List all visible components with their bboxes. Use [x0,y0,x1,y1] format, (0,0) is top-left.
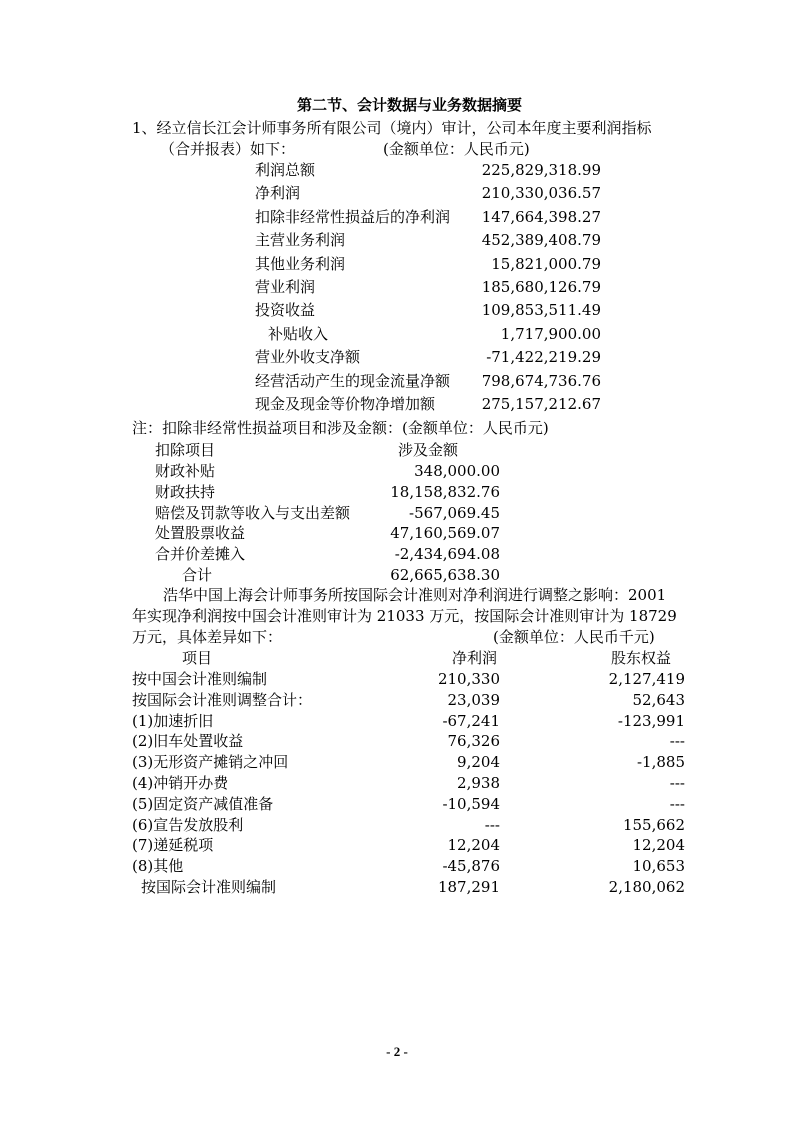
adj-row-equity: 2,127,419 [608,670,685,688]
adj-row-equity: 52,643 [632,690,685,709]
profit-item-label: 营业利润 [255,278,316,296]
adj-row-net-profit: -10,594 [442,794,500,813]
nonrecurring-item-label: 合并价差摊入 [155,545,246,564]
adj-row-equity: 10,653 [632,857,685,876]
adjustment-paragraph-line-3: 万元，具体差异如下： [132,628,283,646]
adj-row-label: (5)固定资产减值准备 [132,794,274,813]
profit-item-value: 798,674,736.76 [481,371,601,390]
adj-header-net-profit: 净利润 [452,649,498,667]
adj-row-label: (2)旧车处置收益 [132,732,244,751]
adj-row-net-profit: 187,291 [437,878,500,896]
nonrecurring-item-value: -567,069.45 [409,503,500,522]
intro-line-1: 1、经立信长江会计师事务所有限公司（境内）审计，公司本年度主要利润指标 [132,119,652,137]
adj-row-label: (8)其他 [132,857,184,876]
profit-item-value: 452,389,408.79 [481,231,601,250]
page-number: - 2 - [386,1044,408,1059]
adj-row-equity: --- [669,794,685,813]
profit-item-value: 225,829,318.99 [481,161,601,179]
nonrecurring-item-value: -2,434,694.08 [394,545,500,564]
profit-item-label: 现金及现金等价物净增加额 [255,395,436,413]
nonrecurring-item-value: 47,160,569.07 [390,524,500,543]
adj-row-label: 按国际会计准则调整合计： [132,690,313,709]
nonrecurring-item-label: 财政补贴 [155,462,216,480]
adj-row-equity: --- [669,732,685,751]
nonrecurring-item-label: 赔偿及罚款等收入与支出差额 [155,503,351,522]
nonrecurring-item-value: 18,158,832.76 [390,482,500,501]
adj-row-net-profit: 9,204 [457,753,500,772]
adj-row-label: (1)加速折旧 [132,711,214,730]
adj-row-net-profit: -67,241 [442,711,500,730]
adj-row-net-profit: 2,938 [457,774,500,792]
adj-row-equity: 12,204 [632,836,685,855]
profit-item-label: 主营业务利润 [255,231,346,250]
nonrecurring-item-value: 348,000.00 [414,462,500,480]
adj-row-label: 按国际会计准则编制 [141,878,277,896]
adj-row-equity: --- [669,774,685,792]
adj-row-net-profit: -45,876 [442,857,500,876]
profit-item-label: 补贴收入 [268,324,329,343]
adj-row-equity: -123,991 [617,711,685,730]
nonrecurring-header-item: 扣除项目 [155,441,216,459]
adj-row-label: (4)冲销开办费 [132,774,229,792]
adj-row-net-profit: 76,326 [447,732,500,751]
adjustment-paragraph-line-1: 浩华中国上海会计师事务所按国际会计准则对净利润进行调整之影响：2001 [163,586,667,604]
adj-row-equity: -1,885 [636,753,685,772]
profit-item-label: 利润总额 [255,161,316,179]
profit-item-label: 扣除非经常性损益后的净利润 [255,207,451,226]
profit-item-value: 109,853,511.49 [481,301,601,320]
profit-item-value: 15,821,000.79 [491,254,601,273]
adj-row-label: (6)宣告发放股利 [132,815,244,834]
adj-row-net-profit: --- [484,815,500,834]
profit-item-value: -71,422,219.29 [486,348,601,367]
adj-header-item: 项目 [182,649,213,667]
nonrecurring-total-label: 合计 [182,566,213,584]
intro-unit: (金额单位：人民币元) [383,140,530,158]
profit-item-value: 1,717,900.00 [500,324,601,343]
nonrecurring-item-label: 财政扶持 [155,482,216,501]
section-title: 第二节、会计数据与业务数据摘要 [297,96,523,114]
nonrecurring-item-label: 处置股票收益 [155,524,246,543]
adj-row-net-profit: 210,330 [437,670,500,688]
adjustment-paragraph-line-2: 年实现净利润按中国会计准则审计为 21033 万元，按国际会计准则审计为 18729 [132,607,677,625]
profit-item-value: 147,664,398.27 [481,207,601,226]
adj-row-label: (3)无形资产摊销之冲回 [132,753,289,772]
intro-line-2: （合并报表）如下： [160,140,296,158]
adj-row-label: 按中国会计准则编制 [132,670,268,688]
nonrecurring-header-amount: 涉及金额 [398,441,459,459]
adj-row-equity: 155,662 [622,815,685,834]
profit-item-value: 185,680,126.79 [481,278,601,296]
adj-header-equity: 股东权益 [611,649,672,667]
adj-row-net-profit: 23,039 [447,690,500,709]
adjustment-unit: (金额单位：人民币千元) [493,628,655,646]
profit-item-label: 其他业务利润 [255,254,346,273]
profit-item-label: 投资收益 [255,301,316,320]
adj-row-label: (7)递延税项 [132,836,214,855]
adj-row-net-profit: 12,204 [447,836,500,855]
adj-row-equity: 2,180,062 [608,878,685,896]
profit-item-value: 210,330,036.57 [481,184,601,203]
profit-item-label: 营业外收支净额 [255,348,361,367]
note-title: 注：扣除非经常性损益项目和涉及金额：(金额单位：人民币元) [132,419,549,437]
profit-item-label: 净利润 [255,184,301,203]
profit-item-value: 275,157,212.67 [481,395,601,413]
profit-item-label: 经营活动产生的现金流量净额 [255,371,451,390]
nonrecurring-total-value: 62,665,638.30 [390,566,500,584]
